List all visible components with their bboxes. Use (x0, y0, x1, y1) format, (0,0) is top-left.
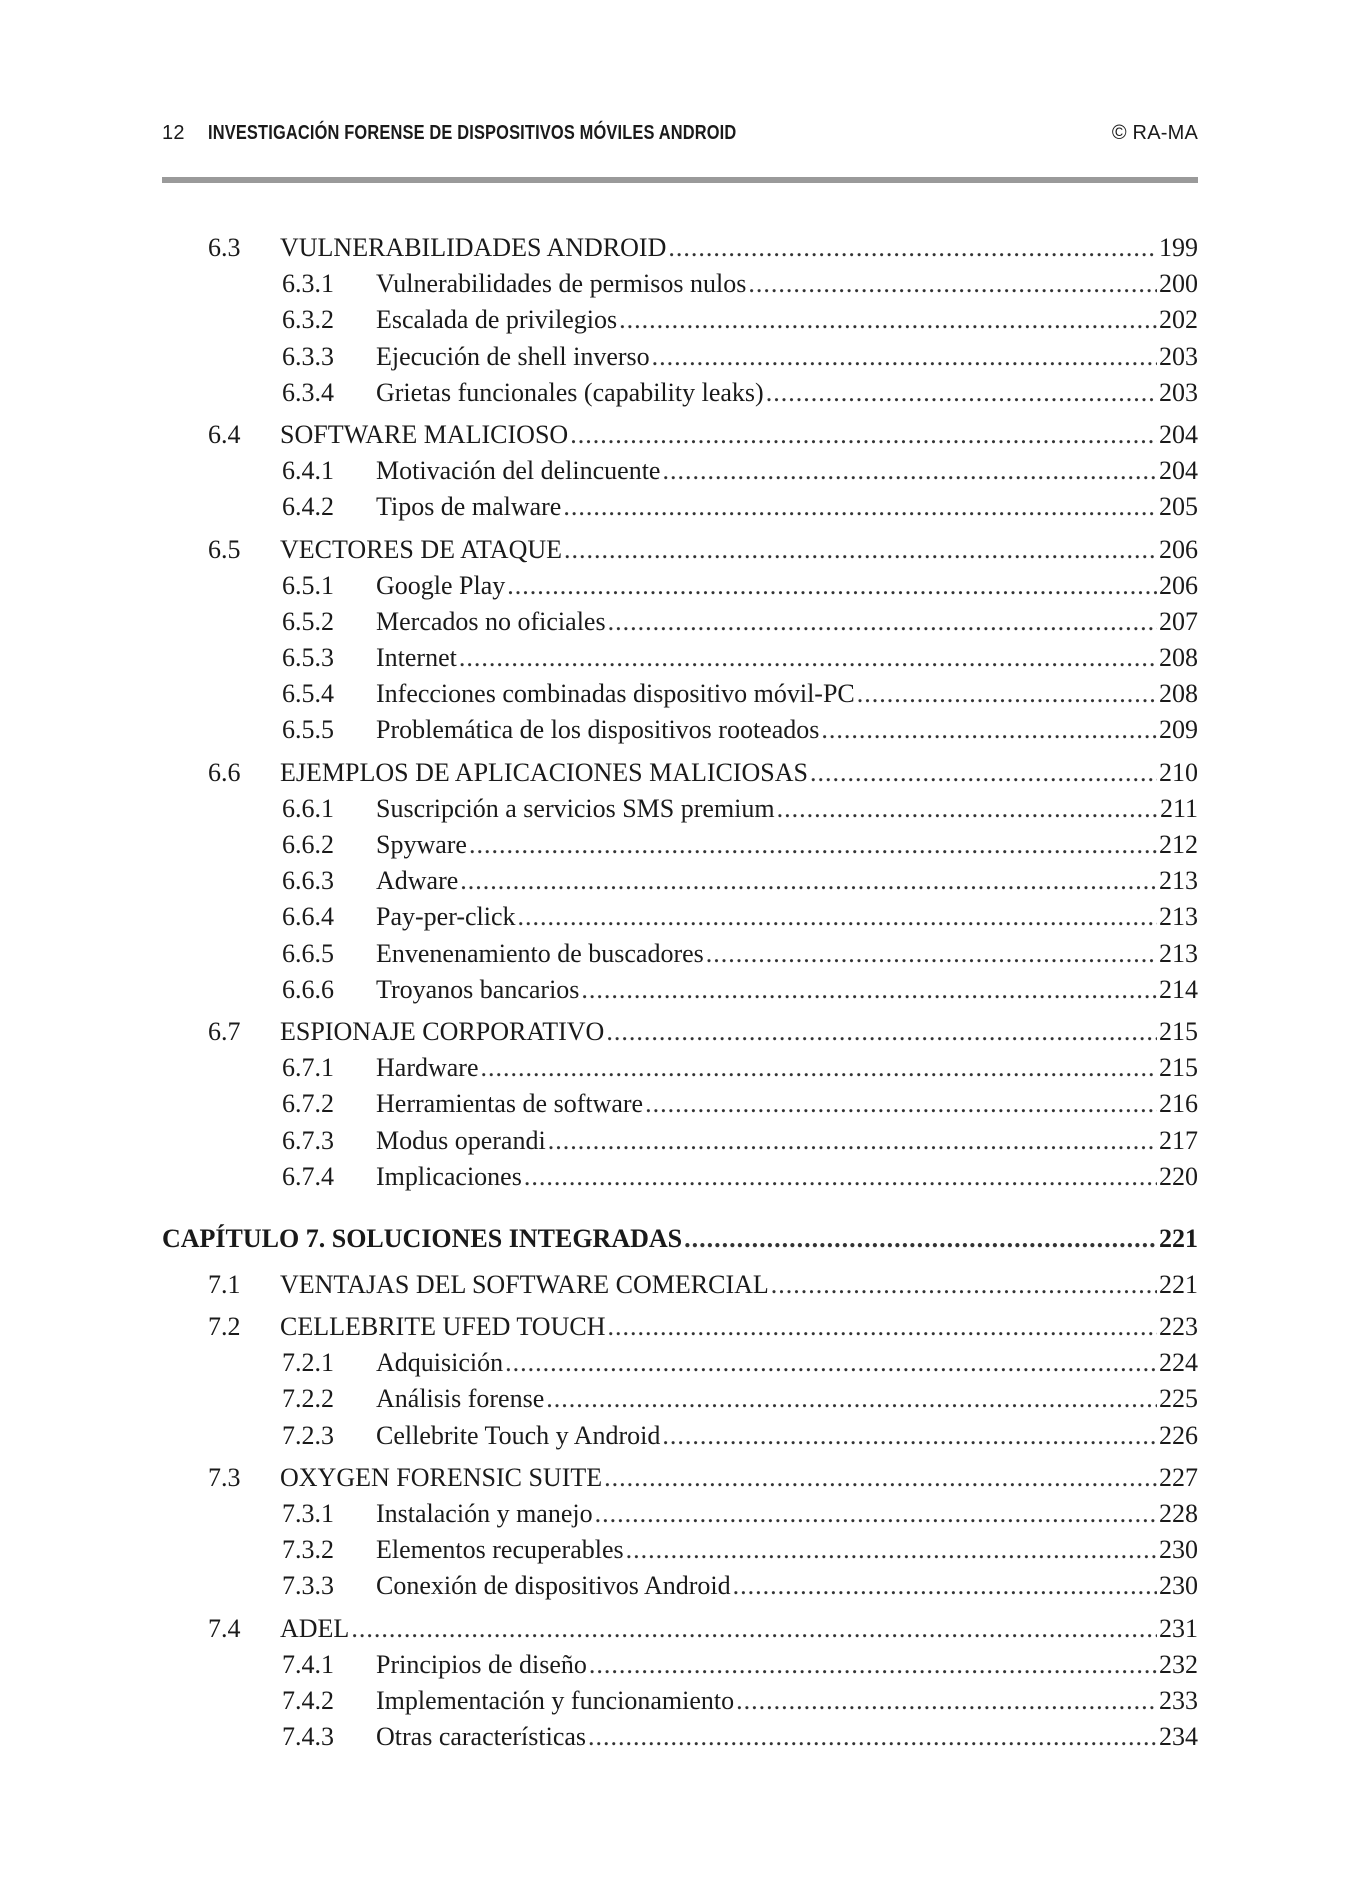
toc-subsection-entry (162, 1421, 1198, 1457)
toc-entry-title: Infecciones combinadas dispositivo móvil-PC (376, 679, 855, 709)
toc-entry-title: Hardware (376, 1053, 479, 1083)
toc-entry-page: 231 (1159, 1613, 1198, 1643)
toc-entry-page: 216 (1159, 1089, 1198, 1119)
toc-entry-title: OXYGEN FORENSIC SUITE (280, 1462, 603, 1492)
toc-section-entry (162, 1270, 1198, 1306)
dot-leader (607, 1312, 1157, 1342)
toc-entry-title: Motivación del delincuente (376, 456, 661, 486)
dot-leader (518, 902, 1157, 932)
toc-section-entry (162, 535, 1198, 571)
dot-leader (771, 1270, 1157, 1300)
toc-entry-page: 203 (1159, 341, 1198, 371)
toc-entry-page: 204 (1159, 419, 1198, 449)
toc-entry-title: Modus operandi (376, 1125, 546, 1155)
toc-entry-title: Otras características (376, 1722, 587, 1752)
toc-entry-page: 220 (1159, 1161, 1198, 1191)
toc-entry-number: 6.6.3 (282, 866, 334, 896)
toc-entry-page: 211 (1159, 793, 1198, 823)
toc-entry-page: 233 (1159, 1685, 1198, 1715)
toc-entry-title: EJEMPLOS DE APLICACIONES MALICIOSAS (280, 757, 808, 787)
toc-entry-page: 200 (1159, 269, 1198, 299)
toc-entry-number: 6.6.1 (282, 793, 334, 823)
toc-entry-page: 226 (1159, 1420, 1198, 1450)
toc-entry-number: 7.3.1 (282, 1499, 334, 1528)
toc-entry-number: 6.4.1 (282, 456, 334, 486)
dot-leader (857, 679, 1157, 709)
toc-subsection-entry (162, 269, 1198, 305)
toc-section-entry (162, 1614, 1198, 1650)
toc-entry-number: 7.3.3 (282, 1571, 334, 1601)
toc-entry-title: Vulnerabilidades de permisos nulos (376, 269, 747, 299)
toc-subsection-entry (162, 1535, 1198, 1571)
toc-subsection-entry (162, 1348, 1198, 1384)
dot-leader (662, 456, 1157, 486)
toc-subsection-entry (162, 866, 1198, 902)
toc-entry-page: 221 (1159, 1269, 1198, 1299)
toc-entry-title: Adware (376, 866, 459, 896)
toc-entry-number: 6.6.6 (282, 974, 334, 1004)
toc-subsection-entry (162, 456, 1198, 492)
dot-leader (606, 1017, 1157, 1047)
table-of-contents (162, 233, 1198, 1758)
toc-entry-number: 6.6.4 (282, 902, 334, 932)
toc-entry-title: Ejecución de shell inverso (376, 341, 650, 371)
dot-leader (684, 1224, 1157, 1254)
toc-entry-page: 217 (1159, 1125, 1198, 1155)
toc-entry-number: 6.5.4 (282, 679, 334, 709)
toc-entry-title: Instalación y manejo (376, 1499, 593, 1528)
dot-leader (581, 975, 1157, 1005)
toc-entry-page: 205 (1159, 492, 1198, 522)
toc-entry-title: Problemática de los dispositivos rooteados (376, 715, 820, 745)
dot-leader (589, 1650, 1157, 1680)
toc-subsection-entry (162, 492, 1198, 528)
toc-entry-page: 221 (1159, 1223, 1198, 1253)
toc-section-entry (162, 1017, 1198, 1053)
toc-entry-number: 6.3 (208, 233, 241, 262)
dot-leader (626, 1535, 1157, 1565)
toc-entry-number: 6.6.5 (282, 938, 334, 968)
dot-leader (821, 715, 1157, 745)
toc-subsection-entry (162, 342, 1198, 378)
toc-entry-title: Implementación y funcionamiento (376, 1685, 735, 1715)
toc-subsection-entry (162, 1686, 1198, 1722)
toc-entry-page: 234 (1159, 1722, 1198, 1752)
dot-leader (777, 794, 1158, 824)
toc-entry-title: Conexión de dispositivos Android (376, 1571, 731, 1601)
toc-subsection-entry (162, 830, 1198, 866)
toc-subsection-entry (162, 715, 1198, 751)
toc-entry-number: 6.7.4 (282, 1161, 334, 1191)
toc-entry-title: VENTAJAS DEL SOFTWARE COMERCIAL (280, 1269, 769, 1299)
toc-entry-title: Troyanos bancarios (376, 974, 580, 1004)
toc-entry-number: 6.7.1 (282, 1053, 334, 1083)
dot-leader (460, 866, 1157, 896)
toc-entry-number: 6.4.2 (282, 492, 334, 522)
toc-entry-number: 7.1 (208, 1269, 241, 1299)
toc-entry-number: 6.7 (208, 1016, 241, 1046)
toc-entry-number: 7.2.1 (282, 1348, 334, 1378)
dot-leader (619, 305, 1157, 335)
dot-leader (570, 420, 1157, 450)
toc-entry-page: 213 (1159, 902, 1198, 932)
toc-entry-number: 7.4.3 (282, 1722, 334, 1752)
toc-entry-title: Grietas funcionales (capability leaks) (376, 377, 764, 407)
toc-entry-title: Mercados no oficiales (376, 606, 606, 636)
toc-entry-page: 215 (1159, 1016, 1198, 1046)
toc-entry-title: SOFTWARE MALICIOSO (280, 419, 569, 449)
toc-subsection-entry (162, 1126, 1198, 1162)
toc-entry-number: 6.3.1 (282, 269, 334, 299)
toc-entry-number: 6.6.2 (282, 830, 334, 859)
toc-subsection-entry (162, 939, 1198, 975)
toc-entry-number: 6.3.2 (282, 305, 334, 335)
toc-entry-page: 208 (1159, 679, 1198, 709)
dot-leader (548, 1126, 1157, 1156)
toc-entry-number: 7.2.2 (282, 1384, 334, 1414)
toc-entry-title: ADEL (280, 1613, 350, 1643)
toc-entry-page: 206 (1159, 570, 1198, 600)
toc-entry-number: 7.3.2 (282, 1535, 334, 1565)
toc-entry-number: 7.4 (208, 1613, 241, 1643)
toc-entry-number: 6.5.2 (282, 606, 334, 636)
toc-subsection-entry (162, 305, 1198, 341)
toc-entry-number: 6.6 (208, 757, 241, 787)
publisher-mark: © RA-MA (1111, 122, 1198, 144)
dot-leader (733, 1571, 1157, 1601)
toc-section-entry (162, 420, 1198, 456)
toc-entry-page: 225 (1159, 1384, 1198, 1414)
toc-entry-title: Envenenamiento de buscadores (376, 938, 704, 968)
toc-subsection-entry (162, 1089, 1198, 1125)
dot-leader (810, 758, 1157, 788)
toc-entry-page: 207 (1159, 606, 1198, 636)
toc-subsection-entry (162, 1384, 1198, 1420)
page-number: 12 (162, 122, 185, 144)
toc-entry-number: 7.4.2 (282, 1685, 334, 1715)
toc-subsection-entry (162, 1162, 1198, 1198)
toc-entry-title: Elementos recuperables (376, 1535, 624, 1565)
dot-leader (505, 1348, 1157, 1378)
toc-entry-number: 6.5.1 (282, 570, 334, 600)
toc-entry-page: 224 (1159, 1348, 1198, 1378)
dot-leader (524, 1162, 1157, 1192)
header-divider (162, 177, 1198, 183)
toc-entry-title: Adquisición (376, 1348, 504, 1378)
toc-entry-page: 232 (1159, 1649, 1198, 1679)
toc-entry-title: Escalada de privilegios (376, 305, 618, 335)
dot-leader (481, 1053, 1158, 1083)
toc-entry-number: 6.5.5 (282, 715, 334, 745)
dot-leader (748, 269, 1157, 299)
toc-entry-page: 230 (1159, 1571, 1198, 1601)
toc-entry-title: Implicaciones (376, 1161, 522, 1191)
book-title: INVESTIGACIÓN FORENSE DE DISPOSITIVOS MÓVILES ANDROID (208, 122, 737, 144)
toc-subsection-entry (162, 643, 1198, 679)
toc-subsection-entry (162, 1499, 1198, 1535)
toc-entry-number: 6.3.4 (282, 377, 334, 407)
dot-leader (662, 1421, 1157, 1451)
toc-subsection-entry (162, 571, 1198, 607)
toc-entry-page: 227 (1159, 1462, 1198, 1492)
toc-subsection-entry (162, 607, 1198, 643)
toc-entry-page: 228 (1159, 1499, 1198, 1528)
toc-section-entry (162, 233, 1198, 269)
toc-entry-title: Google Play (376, 570, 506, 600)
toc-entry-title: CAPÍTULO 7. SOLUCIONES INTEGRADAS (162, 1223, 683, 1253)
toc-entry-number: 7.3 (208, 1462, 241, 1492)
toc-subsection-entry (162, 1650, 1198, 1686)
toc-entry-title: VECTORES DE ATAQUE (280, 534, 563, 564)
toc-entry-title: Spyware (376, 830, 467, 859)
toc-entry-number: 6.7.3 (282, 1125, 334, 1155)
toc-entry-title: Suscripción a servicios SMS premium (376, 793, 775, 823)
toc-subsection-entry (162, 1571, 1198, 1607)
toc-entry-title: Herramientas de software (376, 1089, 644, 1119)
running-head (162, 118, 1198, 154)
toc-subsection-entry (162, 902, 1198, 938)
toc-entry-title: VULNERABILIDADES ANDROID (280, 233, 667, 262)
toc-entry-page: 208 (1159, 643, 1198, 673)
toc-entry-page: 209 (1159, 715, 1198, 745)
dot-leader (652, 342, 1157, 372)
dot-leader (608, 607, 1157, 637)
toc-entry-page: 203 (1159, 377, 1198, 407)
toc-subsection-entry (162, 794, 1198, 830)
toc-entry-page: 223 (1159, 1312, 1198, 1342)
toc-entry-page: 230 (1159, 1535, 1198, 1565)
toc-subsection-entry (162, 378, 1198, 414)
toc-entry-number: 7.2 (208, 1312, 241, 1342)
toc-chapter-entry (162, 1224, 1198, 1264)
toc-entry-number: 7.4.1 (282, 1649, 334, 1679)
toc-entry-page: 204 (1159, 456, 1198, 486)
toc-entry-page: 206 (1159, 534, 1198, 564)
toc-subsection-entry (162, 1722, 1198, 1758)
toc-entry-title: Principios de diseño (376, 1649, 587, 1679)
toc-entry-page: 215 (1159, 1053, 1198, 1083)
dot-leader (564, 535, 1157, 565)
toc-entry-page: 213 (1159, 938, 1198, 968)
toc-entry-number: 6.3.3 (282, 341, 334, 371)
toc-subsection-entry (162, 1053, 1198, 1089)
dot-leader (351, 1614, 1157, 1644)
toc-entry-title: Pay-per-click (376, 902, 516, 932)
toc-entry-title: ESPIONAJE CORPORATIVO (280, 1016, 605, 1046)
dot-leader (588, 1722, 1157, 1752)
dot-leader (563, 492, 1157, 522)
dot-leader (546, 1384, 1157, 1414)
toc-entry-page: 202 (1159, 305, 1198, 335)
toc-section-entry (162, 1312, 1198, 1348)
dot-leader (668, 233, 1157, 263)
toc-entry-number: 6.5.3 (282, 643, 334, 673)
toc-entry-page: 214 (1159, 974, 1198, 1004)
dot-leader (604, 1463, 1157, 1493)
toc-entry-title: Cellebrite Touch y Android (376, 1420, 661, 1450)
toc-section-entry (162, 1463, 1198, 1499)
toc-entry-page: 213 (1159, 866, 1198, 896)
dot-leader (736, 1686, 1157, 1716)
dot-leader (459, 643, 1157, 673)
toc-entry-page: 210 (1159, 757, 1198, 787)
toc-entry-title: Análisis forense (376, 1384, 545, 1414)
toc-entry-number: 6.4 (208, 419, 241, 449)
toc-entry-number: 6.7.2 (282, 1089, 334, 1119)
toc-entry-title: Tipos de malware (376, 492, 562, 522)
toc-subsection-entry (162, 679, 1198, 715)
toc-entry-number: 6.5 (208, 534, 241, 564)
dot-leader (645, 1089, 1157, 1119)
dot-leader (706, 939, 1157, 969)
toc-entry-title: Internet (376, 643, 457, 673)
dot-leader (469, 830, 1157, 860)
toc-subsection-entry (162, 975, 1198, 1011)
toc-entry-number: 7.2.3 (282, 1420, 334, 1450)
dot-leader (595, 1499, 1157, 1529)
toc-entry-page: 199 (1159, 233, 1198, 262)
dot-leader (507, 571, 1157, 601)
dot-leader (766, 378, 1157, 408)
toc-entry-title: CELLEBRITE UFED TOUCH (280, 1312, 606, 1342)
toc-entry-page: 212 (1159, 830, 1198, 859)
toc-section-entry (162, 758, 1198, 794)
